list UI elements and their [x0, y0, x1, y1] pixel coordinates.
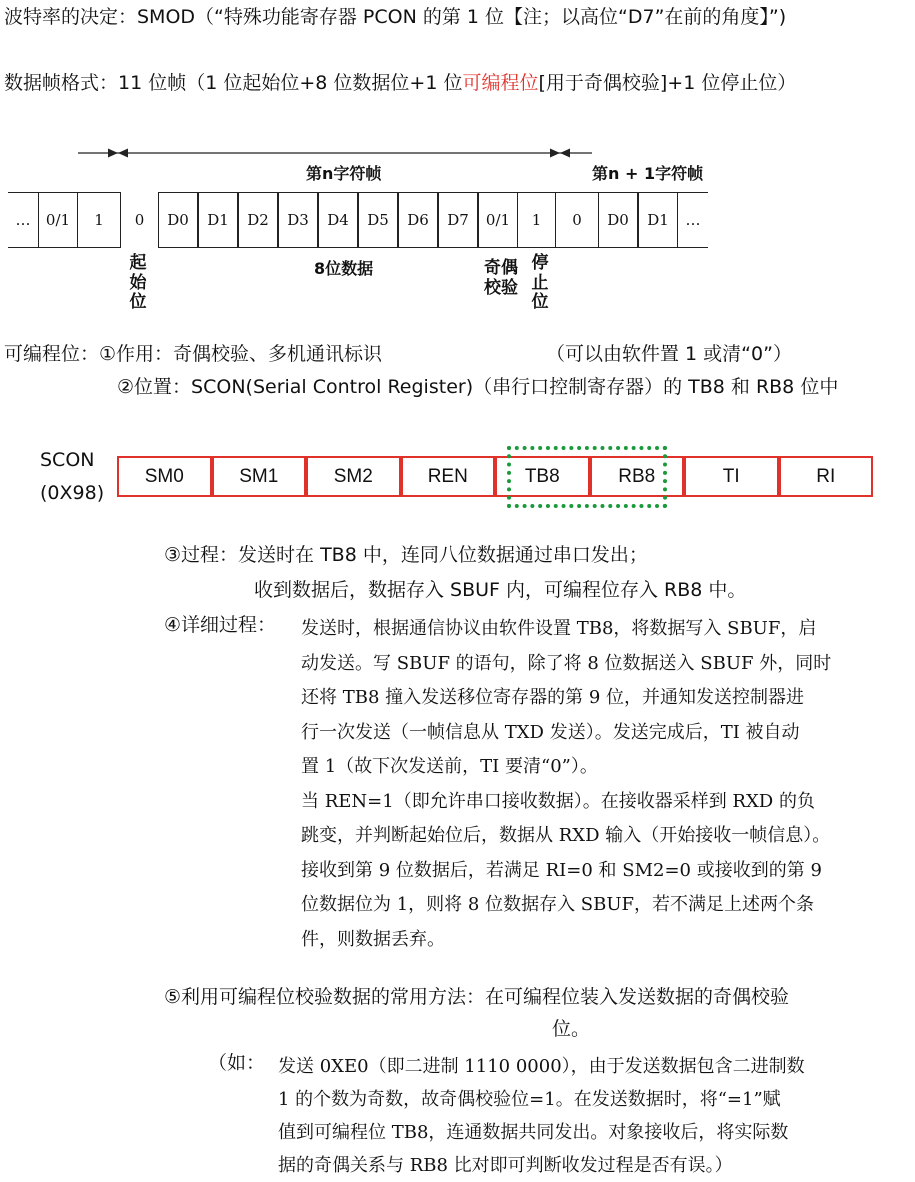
parity-label: 奇偶 校验	[484, 258, 518, 299]
process-step-4-body: 发送时，根据通信协议由软件设置 TB8，将数据写入 SBUF，启 动发送。写 SBUF 的语句，除了将 8 位数据送入 SBUF 外，同时 还将 TB8 撞入发送移位寄存器的第 9 位，并通知发送控制器进 行一次发送（一帧信息从 TXD 发送）。发送完成后，TI 被自动 置 1（故下次发送前，TI 要清“0”）。 当 REN=1（即允许串口接收数据）。在接收器采样到 RXD 的负 跳变，并判断起始位后，数据从 RXD 输入（开始接收一帧信息）。 接收到第 9 位数据后，若满足 RI=0 和 SM2=0 或接收到的第 9 位数据位为 1，则将 8 位数据存入 SBUF，若不满足上述两个条 件，则数据丢弃。	[301, 618, 832, 950]
nth-frame-label: 第n字符帧	[306, 164, 382, 183]
process-step-5-line-1: ⑤利用可编程位校验数据的常用方法：在可编程位装入发送数据的奇偶校验	[164, 986, 790, 1008]
frame-arrows	[0, 136, 915, 176]
process-step-4-label: ④详细过程：	[164, 614, 277, 636]
scon-bit-ti: TI	[684, 456, 779, 497]
frame-format-suffix: [用于奇偶校验]+1 位停止位）	[538, 72, 797, 94]
frame-cell-d6: D6	[398, 192, 438, 248]
scon-bit-ri: RI	[779, 456, 874, 497]
next-frame-label: 第n + 1字符帧	[592, 164, 704, 183]
example-label: （如：	[208, 1052, 266, 1074]
frame-cell-next-start: 0	[572, 211, 582, 229]
baud-rate-line: 波特率的决定：SMOD（“特殊功能寄存器 PCON 的第 1 位【注；以高位“D7”在前的角度】”)	[4, 6, 787, 28]
frame-format-prefix: 数据帧格式：11 位帧（1 位起始位+8 位数据位+1 位	[4, 72, 463, 94]
frame-cell-ellipsis: …	[15, 211, 31, 229]
frame-cell-d3: D3	[278, 192, 318, 248]
example-body: 发送 0XE0（即二进制 1110 0000），由于发送数据包含二进制数 1 的个数为奇数，故奇偶校验位=1。在发送数据时，将“=1”赋 值到可编程位 TB8，连通数据共同发出。对象接收后，将实际数 据的奇偶关系与 RB8 比对即可判断收发过程是否有误。）	[278, 1056, 805, 1176]
scon-bit-tb8: TB8	[495, 456, 590, 497]
programmable-bit-note: （可以由软件置 1 或清“0”）	[546, 343, 792, 365]
data-bits-label: 8位数据	[314, 259, 374, 278]
process-step-3-line-2: 收到数据后，数据存入 SBUF 内，可编程位存入 RB8 中。	[254, 579, 747, 601]
frame-row	[8, 192, 708, 248]
frame-cell-d5: D5	[358, 192, 398, 248]
frame-cell-next-ellipsis: …	[678, 192, 708, 248]
scon-address: (0X98)	[40, 482, 105, 504]
frame-cell-d1: D1	[198, 192, 238, 248]
frame-cell-prev-parity: 0/1	[38, 192, 78, 248]
tb8-rb8-highlight	[507, 446, 667, 508]
stop-bit-label: 停 止 位	[531, 253, 549, 313]
process-step-5-line-2: 位。	[552, 1018, 591, 1040]
frame-cell-prev-stop: 1	[78, 192, 120, 248]
frame-cell-d0: D0	[158, 192, 198, 248]
process-step-3-line-1: ③过程：发送时在 TB8 中，连同八位数据通过串口发出；	[164, 544, 648, 566]
scon-register	[117, 456, 873, 497]
scon-bit-rb8: RB8	[590, 456, 685, 497]
scon-bit-sm0: SM0	[117, 456, 212, 497]
frame-cell-stop: 1	[518, 192, 556, 248]
scon-bit-sm2: SM2	[306, 456, 401, 497]
frame-format-programmable: 可编程位	[462, 72, 539, 94]
scon-bit-sm1: SM1	[212, 456, 307, 497]
frame-cell-d2: D2	[238, 192, 278, 248]
frame-cell-d4: D4	[318, 192, 358, 248]
frame-cell-d7: D7	[438, 192, 478, 248]
frame-format-line	[4, 72, 796, 95]
frame-cell-parity: 0/1	[478, 192, 518, 248]
frame-cell-next-d0: D0	[598, 192, 638, 248]
scon-name: SCON	[40, 449, 95, 471]
scon-bit-ren: REN	[401, 456, 496, 497]
start-bit-label: 起 始 位	[129, 253, 147, 313]
frame-cell-start: 0	[120, 192, 158, 248]
programmable-bit-location: ②位置：SCON(Serial Control Register)（串行口控制寄存器）的 TB8 和 RB8 位中	[117, 376, 839, 398]
frame-cell-next-d1: D1	[638, 192, 678, 248]
programmable-bit-purpose: 可编程位：①作用：奇偶校验、多机通讯标识	[4, 343, 383, 365]
